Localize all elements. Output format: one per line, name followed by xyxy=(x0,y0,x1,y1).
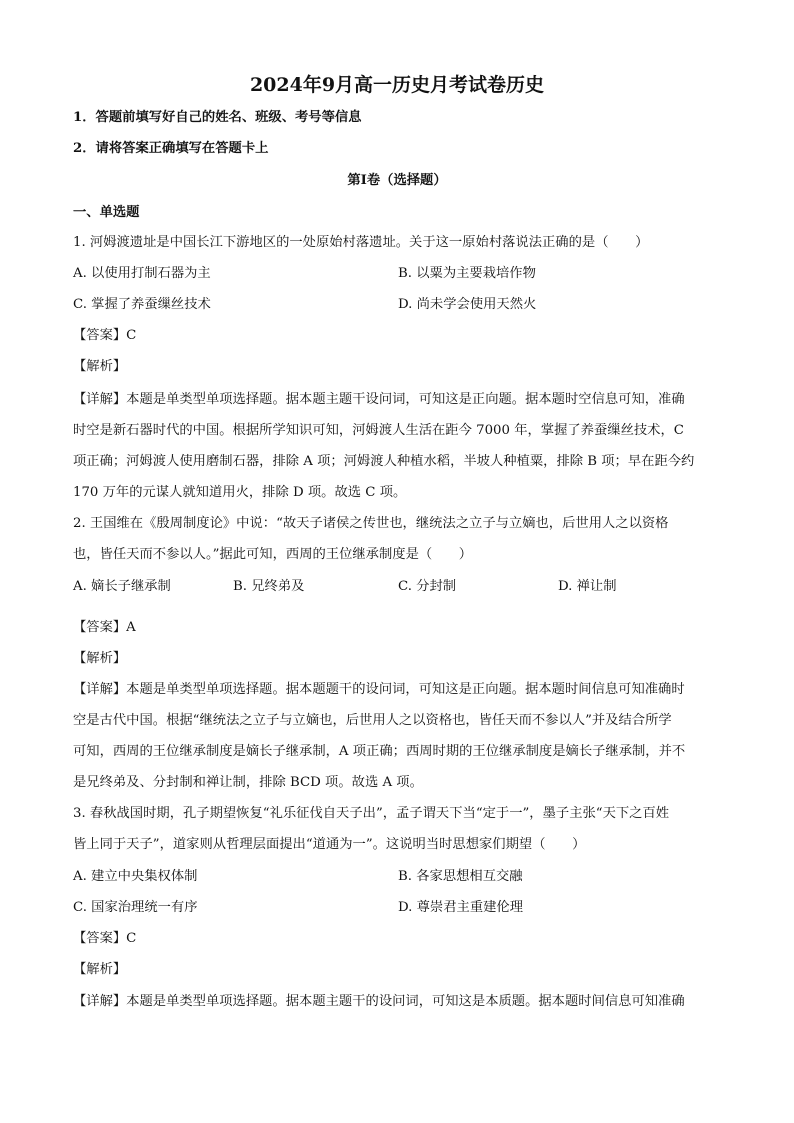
q3-option-a: A. 建立中央集权体制 xyxy=(73,869,198,884)
q2-stem-line: 2. 王国维在《殷周制度论》中说：“故天子诸侯之传世也，继统法之立子与立嫡也，后世用人之以资格 xyxy=(73,516,669,531)
q3-stem-line: 皆上同于天子”，道家则从哲理层面提出“道通为一”。这说明当时思想家们期望（ ） xyxy=(73,837,586,852)
q2-detail-line: 可知，西周的王位继承制度是嫡长子继承制，A 项正确；西周时期的王位继承制度是嫡长子继承制，并不 xyxy=(73,744,686,759)
q2-detail-line: 是兄终弟及、分封制和禅让制，排除 BCD 项。故选 A 项。 xyxy=(73,775,423,790)
q2-detail-line: 空是古代中国。根据“继统法之立子与立嫡也，后世用人之以资格也，皆任天而不参以人”并及结合所学 xyxy=(73,713,672,728)
q1-detail-line: 项正确；河姆渡人使用磨制石器，排除 A 项；河姆渡人种植水稻，半坡人种植粟，排除 B 项；早在距今约 xyxy=(73,454,695,469)
q2-option-c: C. 分封制 xyxy=(398,579,457,594)
instruction-1: 1．答题前填写好自己的姓名、班级、考号等信息 xyxy=(73,110,362,125)
q2-stem-line: 也，皆任天而不参以人。”据此可知，西周的王位继承制度是（ ） xyxy=(73,547,473,562)
part-title: 一、单选题 xyxy=(73,205,140,220)
q1-detail-line: 【详解】本题是单类型单项选择题。据本题主题干设问词，可知这是正向题。据本题时空信息可知，准确 xyxy=(73,392,685,407)
q1-answer: 【答案】C xyxy=(73,328,137,343)
section-title: 第I卷（选择题） xyxy=(347,173,447,188)
q2-option-b: B. 兄终弟及 xyxy=(233,579,305,594)
q2-answer: 【答案】A xyxy=(73,620,136,635)
q1-option-a: A. 以使用打制石器为主 xyxy=(73,266,211,281)
q1-stem: 1. 河姆渡遗址是中国长江下游地区的一处原始村落遗址。关于这一原始村落说法正确的是（ ） xyxy=(73,235,649,250)
q1-option-c: C. 掌握了养蚕缫丝技术 xyxy=(73,297,211,312)
q2-analysis-label: 【解析】 xyxy=(73,651,127,666)
q3-option-b: B. 各家思想相互交融 xyxy=(398,869,523,884)
q2-option-d: D. 禅让制 xyxy=(558,579,617,594)
q3-detail-line: 【详解】本题是单类型单项选择题。据本题主题干的设问词，可知这是本质题。据本题时间信息可知准确 xyxy=(73,994,685,1009)
instruction-2: 2．请将答案正确填写在答题卡上 xyxy=(73,141,269,156)
q2-option-a: A. 嫡长子继承制 xyxy=(73,579,171,594)
exam-title: 2024年9月高一历史月考试卷历史 xyxy=(249,74,545,96)
q3-answer: 【答案】C xyxy=(73,931,137,946)
q3-option-d: D. 尊崇君主重建伦理 xyxy=(398,900,524,915)
q1-option-b: B. 以粟为主要栽培作物 xyxy=(398,266,536,281)
q1-analysis-label: 【解析】 xyxy=(73,359,127,374)
q3-stem-line: 3. 春秋战国时期，孔子期望恢复“礼乐征伐自天子出”，孟子谓天下当“定于一”，墨子主张“天下之百姓 xyxy=(73,806,670,821)
q2-detail-line: 【详解】本题是单类型单项选择题。据本题题干的设问词，可知这是正向题。据本题时间信息可知准确时 xyxy=(73,682,685,697)
q1-option-d: D. 尚未学会使用天然火 xyxy=(398,297,537,312)
q3-option-c: C. 国家治理统一有序 xyxy=(73,900,198,915)
q3-analysis-label: 【解析】 xyxy=(73,962,127,977)
q1-detail-line: 时空是新石器时代的中国。根据所学知识可知，河姆渡人生活在距今 7000 年，掌握了养蚕缫丝技术，C xyxy=(73,423,684,438)
q1-detail-line: 170 万年的元谋人就知道用火，排除 D 项。故选 C 项。 xyxy=(73,485,407,500)
